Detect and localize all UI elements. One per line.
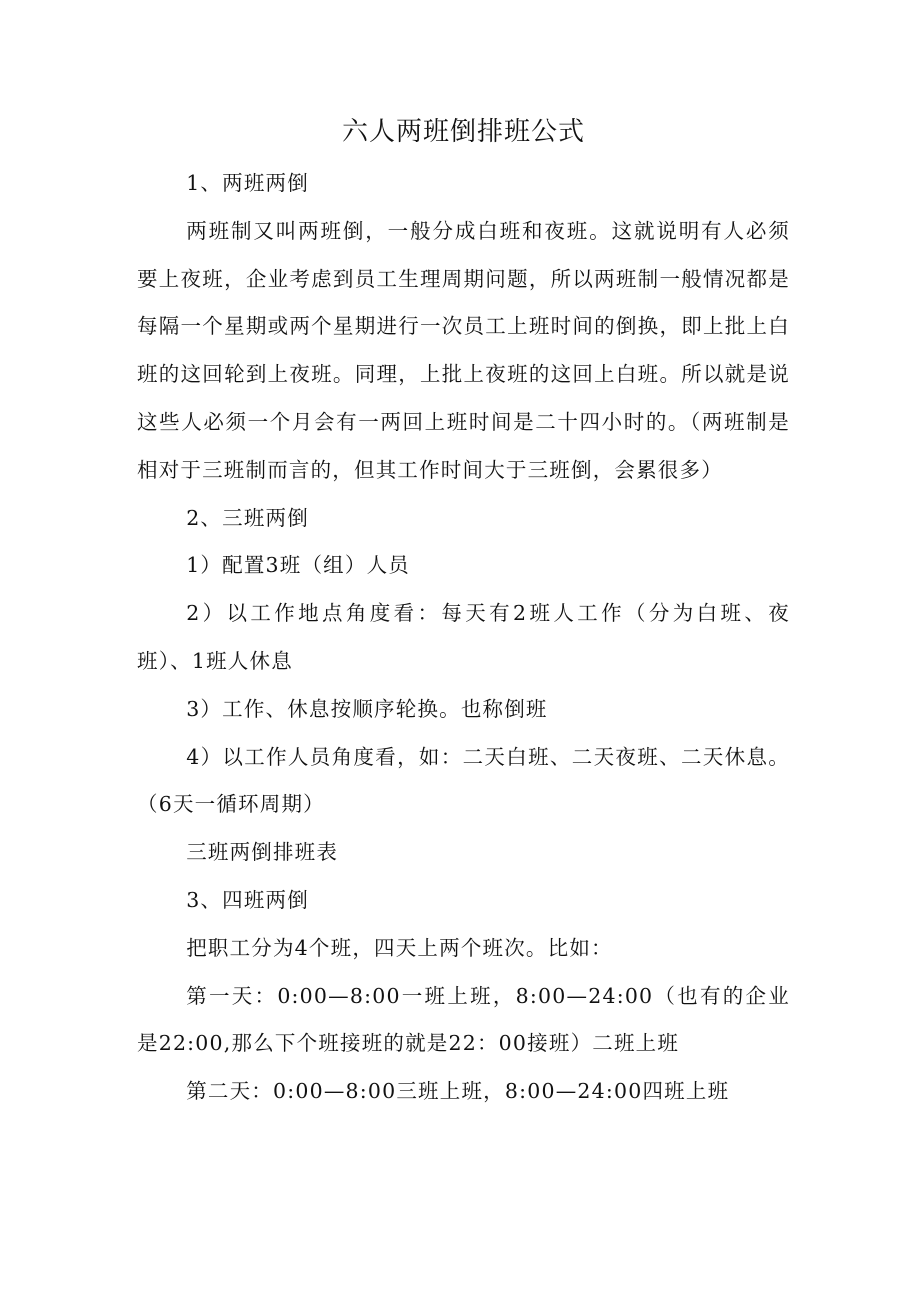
- section-heading-four-shift: 3、四班两倒: [186, 887, 309, 912]
- section-heading-three-shift: 2、三班两倒: [186, 505, 309, 530]
- paragraph-four-shift-intro: 把职工分为4个班，四天上两个班次。比如：: [186, 935, 613, 960]
- list-item-three-shift-1: 1）配置3班（组）人员: [186, 553, 410, 578]
- list-item-three-shift-3: 3）工作、休息按顺序轮换。也称倒班: [186, 696, 548, 721]
- section-heading-two-shift: 1、两班两倒: [186, 171, 309, 195]
- table-caption-three-shift: 三班两倒排班表: [186, 840, 339, 865]
- paragraph-four-shift-day-two: 第二天：0:00—8:00三班上班，8:00—24:00四班上班: [186, 1079, 730, 1104]
- paragraph-two-shift-description: 两班制又叫两班倒，一般分成白班和夜班。这就说明有人必须要上夜班，企业考虑到员工生理周期问题，所以两班制一般情况都是每隔一个星期或两个星期进行一次员工上班时间的倒换，即上批上白班的这回轮到上夜班。同理，上批上夜班的这回上白班。所以就是说这些人必须一个月会有一两回上班时间是二十四小时的。（两班制是相对于三班制而言的，但其工作时间大于三班倒，会累很多）: [137, 218, 790, 482]
- paragraph-four-shift-day-one: 第一天：0:00—8:00一班上班，8:00—24:00（也有的企业是22:00,那么下个班接班的就是22：00接班）二班上班: [137, 983, 790, 1056]
- document-title: 六人两班倒排班公式: [341, 117, 585, 147]
- list-item-three-shift-4: 4）以工作人员角度看，如：二天白班、二天夜班、二天休息。（6天一循环周期）: [137, 744, 790, 817]
- list-item-three-shift-2: 2）以工作地点角度看：每天有2班人工作（分为白班、夜班）、1班人休息: [137, 601, 790, 673]
